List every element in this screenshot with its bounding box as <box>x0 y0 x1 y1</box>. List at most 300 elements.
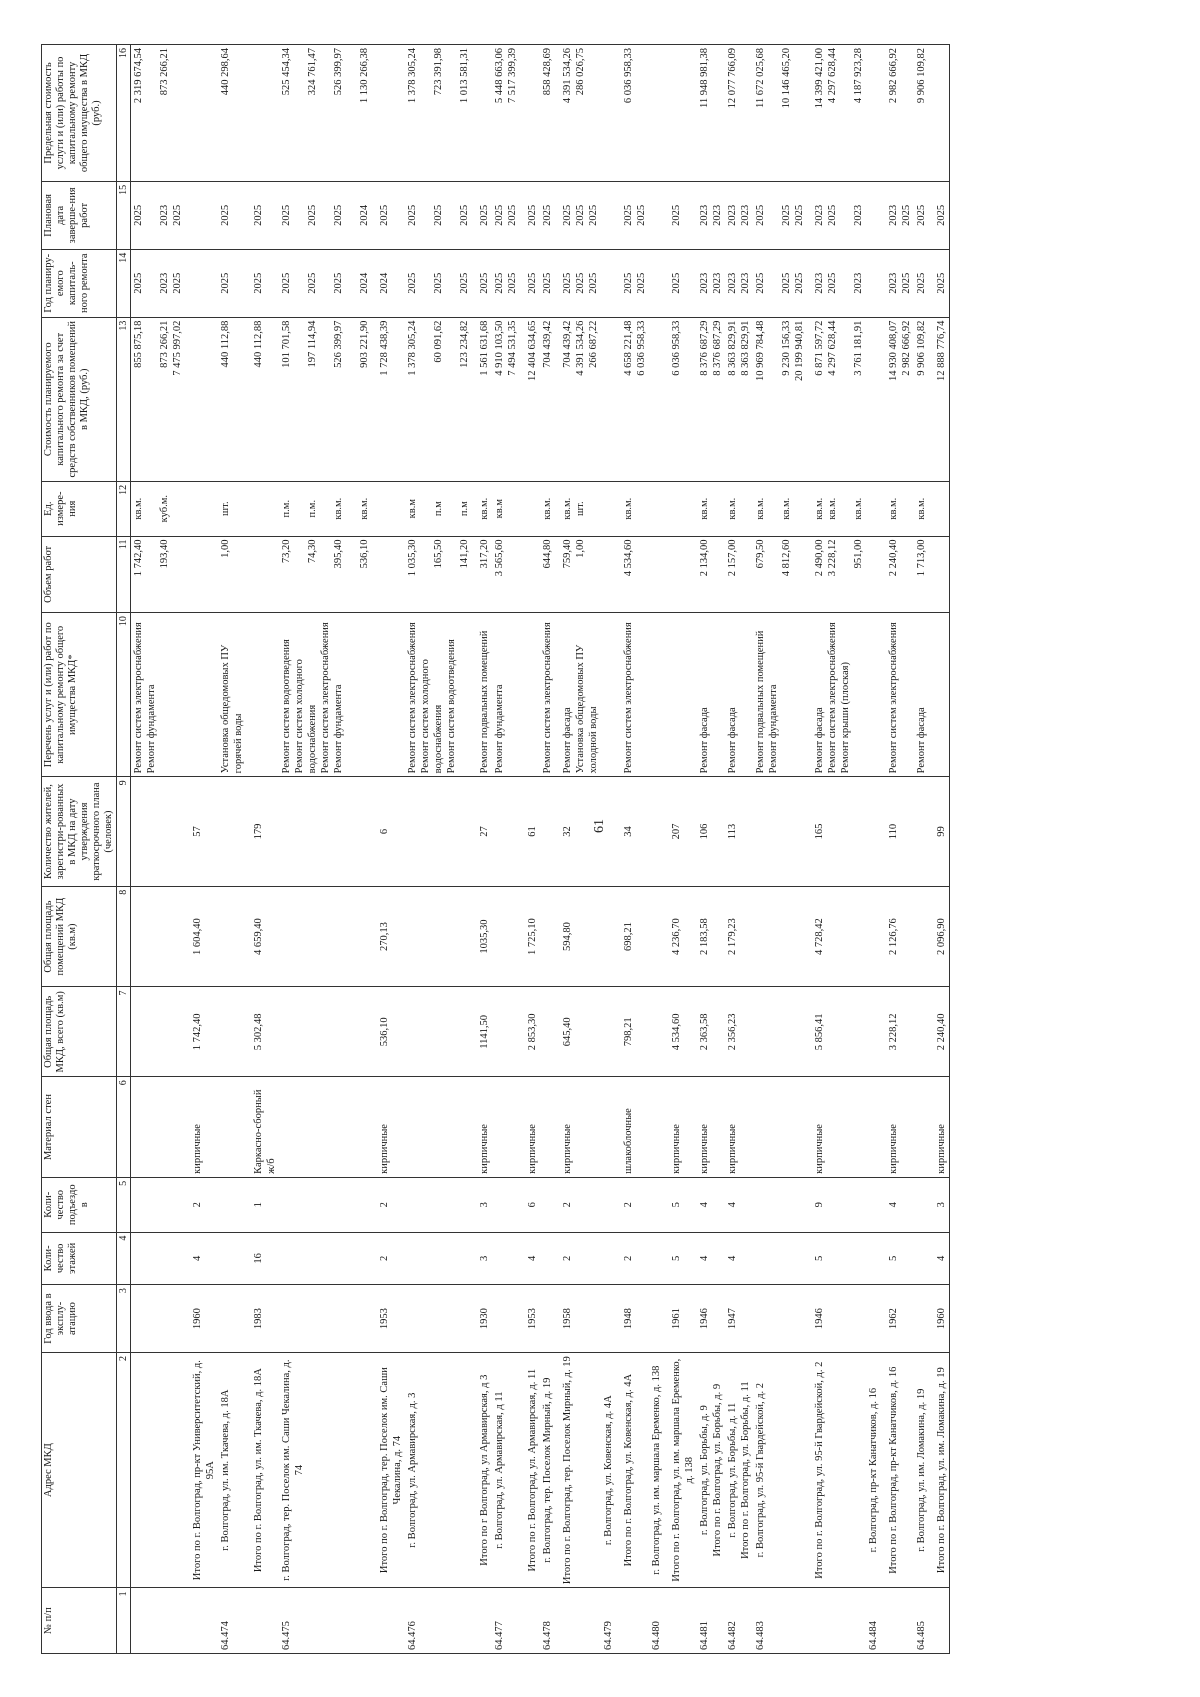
floor-count: 4 <box>185 1232 218 1285</box>
mkd-address: г. Волгоград, ул. Армавирская, д 11 <box>492 1353 520 1588</box>
mkd-address: г. Волгоград, ул. 95-й Гвардейской, д. 2 <box>753 1353 807 1588</box>
row-number: 64.485 <box>914 1588 929 1654</box>
max-cost <box>372 45 405 182</box>
table-row <box>914 45 929 1654</box>
column-header: Материал стен <box>42 1077 117 1178</box>
table-row <box>753 45 807 1654</box>
column-header: Плановая дата заверше-ния работ <box>42 181 117 249</box>
mkd-address: г. Волгоград, тер. Поселок им. Саши Чекалина, д. 74 <box>279 1353 372 1588</box>
year-commissioned: 1930 <box>472 1285 492 1353</box>
total-area: 5 856,41 <box>807 987 866 1077</box>
entrance-count: 3 <box>472 1177 492 1232</box>
mkd-address: Итого по г. Волгоград, ул. Армавирская, д. 11 <box>520 1353 540 1588</box>
planned-cost: 12 404 634,65 <box>520 317 540 481</box>
planned-year: 2023 2023 <box>725 249 753 317</box>
work-volume: 73,20 74,30 395,40 536,10 <box>279 536 372 613</box>
total-area <box>649 987 664 1077</box>
unit-of-measure: шт. <box>218 481 246 536</box>
work-volume: 1,00 <box>218 536 246 613</box>
planned-year: 2023 2023 <box>697 249 725 317</box>
max-cost: 1 378 305,24 723 391,98 1 013 581,31 <box>405 45 472 182</box>
planned-cost <box>649 317 664 481</box>
mkd-address: г. Волгоград, ул. Борьбы, д. 11 Итого по г. Волгоград, ул. Борьбы, д. 11 <box>725 1353 753 1588</box>
mkd-address: Итого по г. Волгоград, ул. 95-й Гвардейской, д. 2 <box>807 1353 866 1588</box>
column-number: 10 <box>117 613 131 777</box>
work-list: Ремонт фасада Установка общедомовых ПУ холодной воды <box>555 613 601 777</box>
floor-count: 3 <box>472 1232 492 1285</box>
capital-repair-table-sheet <box>41 44 1159 1654</box>
year-commissioned: 1961 <box>664 1285 697 1353</box>
residents-count: 61 <box>520 777 540 886</box>
work-list <box>246 613 279 777</box>
residents-count <box>866 777 881 886</box>
planned-year: 2025 <box>472 249 492 317</box>
residents-count: 32 <box>555 777 601 886</box>
year-commissioned: 1953 <box>520 1285 540 1353</box>
row-number <box>881 1588 914 1654</box>
planned-year: 2025 <box>914 249 929 317</box>
completion-date: 2025 2025 2025 2024 <box>279 181 372 249</box>
planned-year: 2025 <box>929 249 950 317</box>
planned-year <box>866 249 881 317</box>
unit-of-measure: кв.м. куб.м. <box>131 481 186 536</box>
unit-of-measure: кв.м. <box>697 481 725 536</box>
mkd-address <box>131 1353 186 1588</box>
completion-date: 2025 <box>914 181 929 249</box>
premises-area <box>866 886 881 987</box>
planned-year: 2025 2025 2025 2024 <box>279 249 372 317</box>
column-number-row <box>117 45 131 1654</box>
completion-date: 2025 <box>929 181 950 249</box>
planned-cost: 14 930 408,07 2 982 666,92 <box>881 317 914 481</box>
completion-date <box>866 181 881 249</box>
work-volume: 1 713,00 <box>914 536 929 613</box>
work-list <box>185 613 218 777</box>
year-commissioned <box>601 1285 616 1353</box>
max-cost: 6 036 958,33 <box>616 45 649 182</box>
column-header: Предельная стоимость услуги и (или) работы по капитальному ремонту общего имущества в МКД (руб.) <box>42 45 117 182</box>
work-list: Ремонт систем электроснабжения Ремонт систем холодного водоснабжения Ремонт систем водоотведения <box>405 613 472 777</box>
work-volume: 679,50 4 812,60 <box>753 536 807 613</box>
premises-area: 1 604,40 <box>185 886 218 987</box>
row-number <box>131 1588 186 1654</box>
planned-cost <box>601 317 616 481</box>
completion-date: 2025 <box>218 181 246 249</box>
floor-count <box>649 1232 664 1285</box>
max-cost <box>246 45 279 182</box>
planned-cost: 10 969 784,48 9 230 156,33 20 199 940,81 <box>753 317 807 481</box>
column-number: 5 <box>117 1177 131 1232</box>
wall-material: кирпичные <box>697 1077 725 1178</box>
max-cost: 858 428,69 <box>540 45 555 182</box>
wall-material <box>914 1077 929 1178</box>
planned-cost: 8 376 687,29 8 376 687,29 <box>697 317 725 481</box>
total-area <box>601 987 616 1077</box>
entrance-count <box>649 1177 664 1232</box>
total-area: 2 356,23 <box>725 987 753 1077</box>
floor-count: 4 <box>520 1232 540 1285</box>
entrance-count <box>218 1177 246 1232</box>
work-volume: 2 240,40 <box>881 536 914 613</box>
residents-count <box>601 777 616 886</box>
completion-date: 2025 <box>540 181 555 249</box>
column-header: Коли-чество этажей <box>42 1232 117 1285</box>
unit-of-measure: кв.м. кв.м. <box>753 481 807 536</box>
planned-year: 2025 <box>246 249 279 317</box>
completion-date: 2023 2025 2023 <box>807 181 866 249</box>
work-list <box>520 613 540 777</box>
unit-of-measure <box>664 481 697 536</box>
planned-year: 2025 2025 2025 <box>405 249 472 317</box>
work-volume <box>664 536 697 613</box>
residents-count: 106 <box>697 777 725 886</box>
premises-area: 4 728,42 <box>807 886 866 987</box>
entrance-count: 2 <box>372 1177 405 1232</box>
column-header: Перечень услуг и (или) работ по капитальному ремонту общего имущества МКД* <box>42 613 117 777</box>
planned-year: 2025 <box>664 249 697 317</box>
work-list <box>664 613 697 777</box>
row-number <box>246 1588 279 1654</box>
unit-of-measure: кв.м. <box>472 481 492 536</box>
year-commissioned: 1960 <box>185 1285 218 1353</box>
year-commissioned: 1960 <box>929 1285 950 1353</box>
unit-of-measure: кв.м. <box>725 481 753 536</box>
max-cost: 14 399 421,00 4 297 628,44 4 187 923,28 <box>807 45 866 182</box>
row-number <box>664 1588 697 1654</box>
entrance-count: 4 <box>725 1177 753 1232</box>
year-commissioned <box>279 1285 372 1353</box>
work-volume: 1 742,40 193,40 <box>131 536 186 613</box>
column-header: Стоимость планируемого капитального ремонта за счет средств собственников помещений в МКД, (руб.) <box>42 317 117 481</box>
premises-area: 1 725,10 <box>520 886 540 987</box>
residents-count <box>914 777 929 886</box>
total-area <box>866 987 881 1077</box>
work-volume <box>649 536 664 613</box>
unit-of-measure <box>520 481 540 536</box>
capital-repair-table <box>41 44 950 1654</box>
mkd-address: Итого по г. Волгоград, тер. Поселок им. Саши Чекалина, д. 74 <box>372 1353 405 1588</box>
total-row <box>664 45 697 1654</box>
premises-area <box>649 886 664 987</box>
total-area: 4 534,60 <box>664 987 697 1077</box>
wall-material: шлакоблочные <box>616 1077 649 1178</box>
max-cost <box>601 45 616 182</box>
work-volume: 644,80 <box>540 536 555 613</box>
floor-count <box>218 1232 246 1285</box>
premises-area <box>540 886 555 987</box>
entrance-count: 1 <box>246 1177 279 1232</box>
work-volume <box>246 536 279 613</box>
work-list: Ремонт фасада <box>725 613 753 777</box>
table-header-row <box>42 45 117 1654</box>
max-cost <box>664 45 697 182</box>
work-list: Ремонт фасада Ремонт систем электроснабжения Ремонт крыши (плоская) <box>807 613 866 777</box>
total-area <box>540 987 555 1077</box>
wall-material: кирпичные <box>185 1077 218 1178</box>
residents-count: 207 <box>664 777 697 886</box>
work-list <box>929 613 950 777</box>
planned-year: 2024 <box>372 249 405 317</box>
premises-area: 698,21 <box>616 886 649 987</box>
entrance-count: 3 <box>929 1177 950 1232</box>
planned-cost: 101 701,58 197 114,94 526 399,97 903 221,90 <box>279 317 372 481</box>
row-number <box>616 1588 649 1654</box>
wall-material <box>601 1077 616 1178</box>
unit-of-measure <box>246 481 279 536</box>
column-number: 4 <box>117 1232 131 1285</box>
row-number: 64.484 <box>866 1588 881 1654</box>
completion-date: 2025 <box>472 181 492 249</box>
total-area: 2 240,40 <box>929 987 950 1077</box>
column-number: 8 <box>117 886 131 987</box>
planned-cost <box>866 317 881 481</box>
row-number: 64.483 <box>753 1588 807 1654</box>
planned-year: 2025 2025 <box>616 249 649 317</box>
work-volume <box>372 536 405 613</box>
completion-date <box>601 181 616 249</box>
floor-count <box>405 1232 472 1285</box>
floor-count: 4 <box>929 1232 950 1285</box>
planned-year: 2025 <box>218 249 246 317</box>
floor-count: 4 <box>725 1232 753 1285</box>
column-header: Коли-чество подъездо в <box>42 1177 117 1232</box>
work-list: Установка общедомовых ПУ горячей воды <box>218 613 246 777</box>
completion-date: 2023 2023 <box>725 181 753 249</box>
column-number: 12 <box>117 481 131 536</box>
entrance-count <box>866 1177 881 1232</box>
unit-of-measure: кв.м. кв.м. кв.м. <box>807 481 866 536</box>
table-row <box>697 45 725 1654</box>
work-list: Ремонт подвальных помещений <box>472 613 492 777</box>
wall-material: кирпичные <box>807 1077 866 1178</box>
column-header: Общая площадь МКД, всего (кв.м) <box>42 987 117 1077</box>
wall-material <box>131 1077 186 1178</box>
column-header: Объем работ <box>42 536 117 613</box>
residents-count <box>753 777 807 886</box>
entrance-count <box>405 1177 472 1232</box>
planned-year: 2025 2025 2025 <box>753 249 807 317</box>
table-row <box>131 45 186 1654</box>
year-commissioned: 1953 <box>372 1285 405 1353</box>
mkd-address: Итого по г. Волгоград, пр-кт Университетский, д. 95А <box>185 1353 218 1588</box>
row-number <box>472 1588 492 1654</box>
planned-cost: 12 888 776,74 <box>929 317 950 481</box>
planned-year: 2025 2023 2025 <box>131 249 186 317</box>
total-area <box>218 987 246 1077</box>
premises-area: 4 659,40 <box>246 886 279 987</box>
year-commissioned <box>649 1285 664 1353</box>
unit-of-measure <box>601 481 616 536</box>
wall-material <box>405 1077 472 1178</box>
wall-material: кирпичные <box>725 1077 753 1178</box>
unit-of-measure: п.м. п.м. кв.м. кв.м. <box>279 481 372 536</box>
unit-of-measure: кв.м. <box>914 481 929 536</box>
mkd-address: г. Волгоград, пр-кт Канатчиков, д. 16 <box>866 1353 881 1588</box>
mkd-address: Итого по г Волгоград, ул Армавирская, д 3 <box>472 1353 492 1588</box>
completion-date: 2025 <box>246 181 279 249</box>
table-body <box>131 45 950 1654</box>
year-commissioned: 1946 <box>697 1285 725 1353</box>
column-number: 7 <box>117 987 131 1077</box>
work-volume <box>929 536 950 613</box>
residents-count: 27 <box>472 777 492 886</box>
floor-count <box>540 1232 555 1285</box>
wall-material <box>866 1077 881 1178</box>
work-list <box>649 613 664 777</box>
mkd-address: Итого по г. Волгоград, пр-кт Канатчиков, д. 16 <box>881 1353 914 1588</box>
total-area: 3 228,12 <box>881 987 914 1077</box>
wall-material: кирпичные <box>372 1077 405 1178</box>
premises-area: 2 183,58 <box>697 886 725 987</box>
completion-date <box>649 181 664 249</box>
wall-material <box>649 1077 664 1178</box>
table-row <box>492 45 520 1654</box>
unit-of-measure: кв.м. <box>616 481 649 536</box>
row-number: 64.481 <box>697 1588 725 1654</box>
table-row <box>405 45 472 1654</box>
floor-count: 2 <box>372 1232 405 1285</box>
unit-of-measure <box>866 481 881 536</box>
total-area: 5 302,48 <box>246 987 279 1077</box>
entrance-count: 5 <box>664 1177 697 1232</box>
max-cost: 525 454,34 324 761,47 526 399,97 1 130 266,38 <box>279 45 372 182</box>
mkd-address: г. Волгоград, ул. Ковенская, д. 4А <box>601 1353 616 1588</box>
residents-count: 34 <box>616 777 649 886</box>
total-row <box>616 45 649 1654</box>
planned-year: 2025 2025 <box>492 249 520 317</box>
premises-area: 2 096,90 <box>929 886 950 987</box>
entrance-count: 6 <box>520 1177 540 1232</box>
residents-count: 99 <box>929 777 950 886</box>
planned-year: 2023 2025 <box>881 249 914 317</box>
floor-count: 16 <box>246 1232 279 1285</box>
premises-area: 1035,30 <box>472 886 492 987</box>
column-number: 9 <box>117 777 131 886</box>
column-number: 13 <box>117 317 131 481</box>
max-cost <box>866 45 881 182</box>
row-number: 64.475 <box>279 1588 372 1654</box>
year-commissioned <box>405 1285 472 1353</box>
column-header: Год планиру-емого капиталь-ного ремонта <box>42 249 117 317</box>
year-commissioned: 1947 <box>725 1285 753 1353</box>
entrance-count: 2 <box>555 1177 601 1232</box>
premises-area <box>218 886 246 987</box>
planned-cost: 1 728 438,39 <box>372 317 405 481</box>
column-number: 6 <box>117 1077 131 1178</box>
floor-count <box>131 1232 186 1285</box>
row-number <box>929 1588 950 1654</box>
unit-of-measure: кв.м. <box>540 481 555 536</box>
total-area <box>279 987 372 1077</box>
column-header: Адрес МКД <box>42 1353 117 1588</box>
mkd-address: г. Волгоград, ул. им. Ломакина, д. 19 <box>914 1353 929 1588</box>
row-number <box>555 1588 601 1654</box>
work-volume <box>185 536 218 613</box>
work-volume: 317,20 <box>472 536 492 613</box>
wall-material: кирпичные <box>664 1077 697 1178</box>
entrance-count <box>492 1177 520 1232</box>
row-number: 64.479 <box>601 1588 616 1654</box>
mkd-address: г. Волгоград, ул. Борьбы, д. 9 Итого по г. Волгоград, ул. Борьбы, д. 9 <box>697 1353 725 1588</box>
residents-count: 57 <box>185 777 218 886</box>
year-commissioned <box>866 1285 881 1353</box>
planned-cost: 704 439,42 <box>540 317 555 481</box>
work-volume <box>866 536 881 613</box>
mkd-address: Итого по г. Волгоград, тер. Поселок Мирный, д. 19 <box>555 1353 601 1588</box>
column-header: Ед. измере-ния <box>42 481 117 536</box>
column-header: Количество жителей, зарегистри-рованных в МКД на дату утверждения краткосрочного плана (человек) <box>42 777 117 886</box>
wall-material <box>492 1077 520 1178</box>
table-row <box>649 45 664 1654</box>
premises-area <box>405 886 472 987</box>
unit-of-measure <box>929 481 950 536</box>
premises-area <box>131 886 186 987</box>
wall-material: Каркасно-сборный ж/б <box>246 1077 279 1178</box>
total-row <box>929 45 950 1654</box>
total-area: 2 363,58 <box>697 987 725 1077</box>
residents-count <box>279 777 372 886</box>
table-row <box>601 45 616 1654</box>
work-list: Ремонт систем водоотведения Ремонт систем холодного водоснабжения Ремонт систем электроснабжения Ремонт фундамента <box>279 613 372 777</box>
work-list: Ремонт подвальных помещений Ремонт фундамента <box>753 613 807 777</box>
max-cost <box>649 45 664 182</box>
residents-count: 113 <box>725 777 753 886</box>
entrance-count <box>753 1177 807 1232</box>
total-area: 2 853,30 <box>520 987 540 1077</box>
work-volume: 4 534,60 <box>616 536 649 613</box>
table-row <box>866 45 881 1654</box>
page-number: 61 <box>592 819 607 833</box>
year-commissioned: 1948 <box>616 1285 649 1353</box>
completion-date: 2025 <box>372 181 405 249</box>
work-volume: 759,40 1,00 <box>555 536 601 613</box>
planned-cost: 4 910 103,50 7 494 531,35 <box>492 317 520 481</box>
residents-count <box>540 777 555 886</box>
planned-cost: 1 378 305,24 60 091,62 123 234,82 <box>405 317 472 481</box>
planned-year: 2025 2025 2025 <box>555 249 601 317</box>
completion-date <box>185 181 218 249</box>
max-cost: 9 906 109,82 <box>914 45 929 182</box>
total-area <box>405 987 472 1077</box>
work-list: Ремонт фундамента <box>492 613 520 777</box>
max-cost: 4 391 534,26 286 026,75 <box>555 45 601 182</box>
year-commissioned: 1962 <box>881 1285 914 1353</box>
column-number: 16 <box>117 45 131 182</box>
row-number <box>520 1588 540 1654</box>
completion-date: 2025 <box>664 181 697 249</box>
floor-count: 5 <box>807 1232 866 1285</box>
total-area: 798,21 <box>616 987 649 1077</box>
total-row <box>372 45 405 1654</box>
floor-count: 5 <box>664 1232 697 1285</box>
table-row <box>540 45 555 1654</box>
wall-material: кирпичные <box>520 1077 540 1178</box>
completion-date: 2025 2025 2025 <box>405 181 472 249</box>
entrance-count <box>131 1177 186 1232</box>
premises-area <box>753 886 807 987</box>
planned-cost: 704 439,42 4 391 534,26 266 687,22 <box>555 317 601 481</box>
entrance-count: 4 <box>697 1177 725 1232</box>
total-area: 1141,50 <box>472 987 492 1077</box>
premises-area: 2 179,23 <box>725 886 753 987</box>
completion-date: 2025 2025 2025 <box>555 181 601 249</box>
max-cost: 2 982 666,92 <box>881 45 914 182</box>
unit-of-measure <box>372 481 405 536</box>
planned-cost: 6 871 597,72 4 297 628,44 3 761 181,91 <box>807 317 866 481</box>
wall-material: кирпичные <box>929 1077 950 1178</box>
work-volume: 3 565,60 <box>492 536 520 613</box>
work-list <box>372 613 405 777</box>
